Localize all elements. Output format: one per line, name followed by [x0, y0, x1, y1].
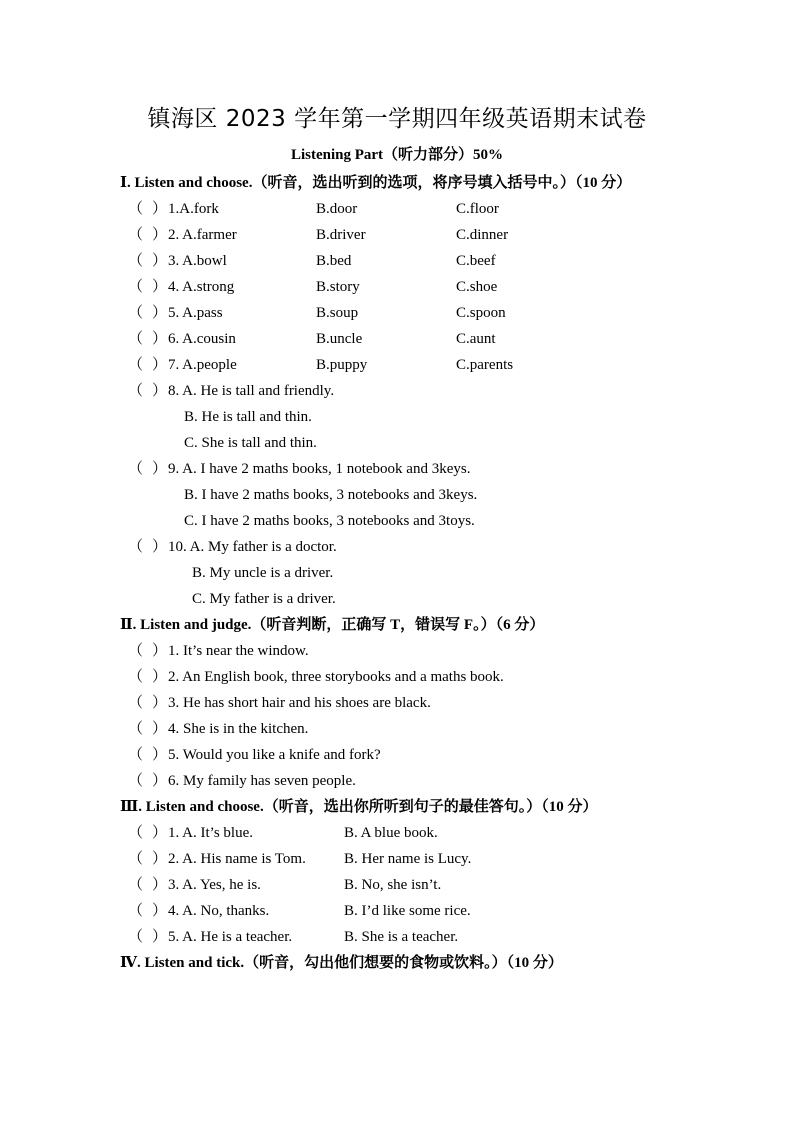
- option-b: B.door: [316, 201, 358, 217]
- option-a: 7. A.people: [168, 357, 237, 373]
- option-b: B. She is a teacher.: [344, 929, 459, 945]
- section2-heading: Ⅱ. Listen and judge.（听音判断，正确写 T，错误写 F。）（6 分）: [120, 617, 545, 633]
- page-subtitle: Listening Part（听力部分）50%: [290, 147, 504, 163]
- option-b: B. My uncle is a driver.: [192, 565, 334, 581]
- option-c: C. She is tall and thin.: [184, 435, 317, 451]
- answer-paren-open: （: [128, 279, 144, 295]
- answer-paren-close: ）: [152, 695, 168, 711]
- option-a: 6. A.cousin: [168, 331, 236, 347]
- answer-paren-close: ）: [152, 643, 168, 659]
- option-a: 2. A.farmer: [168, 227, 237, 243]
- page-title: 镇海区 2023 学年第一学期四年级英语期末试卷: [147, 106, 647, 132]
- statement-text: 5. Would you like a knife and fork?: [168, 747, 381, 763]
- answer-paren-close: ）: [152, 279, 168, 295]
- answer-paren-close: ）: [152, 877, 168, 893]
- option-b: B.bed: [316, 253, 352, 269]
- answer-paren-close: ）: [152, 539, 168, 555]
- option-a: 1. A. It’s blue.: [168, 825, 253, 841]
- statement-text: 1. It’s near the window.: [168, 643, 309, 659]
- option-a: 10. A. My father is a doctor.: [168, 539, 337, 555]
- option-b: B. Her name is Lucy.: [344, 851, 472, 867]
- answer-paren-close: ）: [152, 253, 168, 269]
- answer-paren-close: ）: [152, 383, 168, 399]
- answer-paren-open: （: [128, 721, 144, 737]
- option-b: B.uncle: [316, 331, 363, 347]
- option-a: 5. A.pass: [168, 305, 223, 321]
- answer-paren-open: （: [128, 643, 144, 659]
- option-b: B.puppy: [316, 357, 368, 373]
- answer-paren-close: ）: [152, 747, 168, 763]
- option-b: B.soup: [316, 305, 359, 321]
- answer-paren-close: ）: [152, 903, 168, 919]
- option-c: C.beef: [456, 253, 496, 269]
- answer-paren-close: ）: [152, 305, 168, 321]
- option-a: 3. A. Yes, he is.: [168, 877, 261, 893]
- option-b: B. I have 2 maths books, 3 notebooks and 3keys.: [184, 487, 478, 503]
- option-a: 2. A. His name is Tom.: [168, 851, 306, 867]
- statement-text: 3. He has short hair and his shoes are black.: [168, 695, 431, 711]
- option-c: C. I have 2 maths books, 3 notebooks and 3toys.: [184, 513, 475, 529]
- statement-text: 6. My family has seven people.: [168, 773, 356, 789]
- answer-paren-open: （: [128, 461, 144, 477]
- section4-heading: Ⅳ. Listen and tick.（听音，勾出他们想要的食物或饮料。）（10 分）: [120, 955, 563, 971]
- section3-heading: Ⅲ. Listen and choose.（听音，选出你所听到句子的最佳答句。）（10 分）: [120, 799, 598, 815]
- answer-paren-open: （: [128, 539, 144, 555]
- option-a: 4. A. No, thanks.: [168, 903, 270, 919]
- answer-paren-open: （: [128, 747, 144, 763]
- option-b: B. No, she isn’t.: [344, 877, 442, 893]
- option-c: C.shoe: [456, 279, 498, 295]
- answer-paren-open: （: [128, 669, 144, 685]
- option-b: B. I’d like some rice.: [344, 903, 471, 919]
- answer-paren-open: （: [128, 253, 144, 269]
- answer-paren-close: ）: [152, 825, 168, 841]
- answer-paren-close: ）: [152, 929, 168, 945]
- answer-paren-close: ）: [152, 357, 168, 373]
- answer-paren-close: ）: [152, 669, 168, 685]
- answer-paren-open: （: [128, 773, 144, 789]
- option-a: 9. A. I have 2 maths books, 1 notebook and 3keys.: [168, 461, 471, 477]
- section1-heading: Ⅰ. Listen and choose.（听音，选出听到的选项，将序号填入括号中。）（10 分）: [120, 175, 632, 191]
- answer-paren-open: （: [128, 877, 144, 893]
- option-b: B.driver: [316, 227, 366, 243]
- answer-paren-open: （: [128, 383, 144, 399]
- answer-paren-open: （: [128, 695, 144, 711]
- statement-text: 4. She is in the kitchen.: [168, 721, 309, 737]
- answer-paren-open: （: [128, 227, 144, 243]
- option-c: C.aunt: [456, 331, 496, 347]
- answer-paren-open: （: [128, 851, 144, 867]
- option-b: B. A blue book.: [344, 825, 438, 841]
- answer-paren-close: ）: [152, 227, 168, 243]
- option-a: 8. A. He is tall and friendly.: [168, 383, 335, 399]
- answer-paren-open: （: [128, 929, 144, 945]
- answer-paren-open: （: [128, 201, 144, 217]
- option-a: 4. A.strong: [168, 279, 235, 295]
- answer-paren-close: ）: [152, 851, 168, 867]
- option-c: C.dinner: [456, 227, 509, 243]
- answer-paren-open: （: [128, 357, 144, 373]
- answer-paren-close: ）: [152, 201, 168, 217]
- option-b: B.story: [316, 279, 360, 295]
- option-a: 1.A.fork: [168, 201, 219, 217]
- option-a: 3. A.bowl: [168, 253, 227, 269]
- option-c: C.spoon: [456, 305, 506, 321]
- answer-paren-close: ）: [152, 773, 168, 789]
- answer-paren-open: （: [128, 903, 144, 919]
- answer-paren-close: ）: [152, 461, 168, 477]
- statement-text: 2. An English book, three storybooks and a maths book.: [168, 669, 504, 685]
- answer-paren-open: （: [128, 305, 144, 321]
- answer-paren-open: （: [128, 825, 144, 841]
- answer-paren-close: ）: [152, 721, 168, 737]
- option-a: 5. A. He is a teacher.: [168, 929, 293, 945]
- option-c: C. My father is a driver.: [192, 591, 336, 607]
- option-c: C.floor: [456, 201, 499, 217]
- answer-paren-open: （: [128, 331, 144, 347]
- option-b: B. He is tall and thin.: [184, 409, 312, 425]
- option-c: C.parents: [456, 357, 514, 373]
- answer-paren-close: ）: [152, 331, 168, 347]
